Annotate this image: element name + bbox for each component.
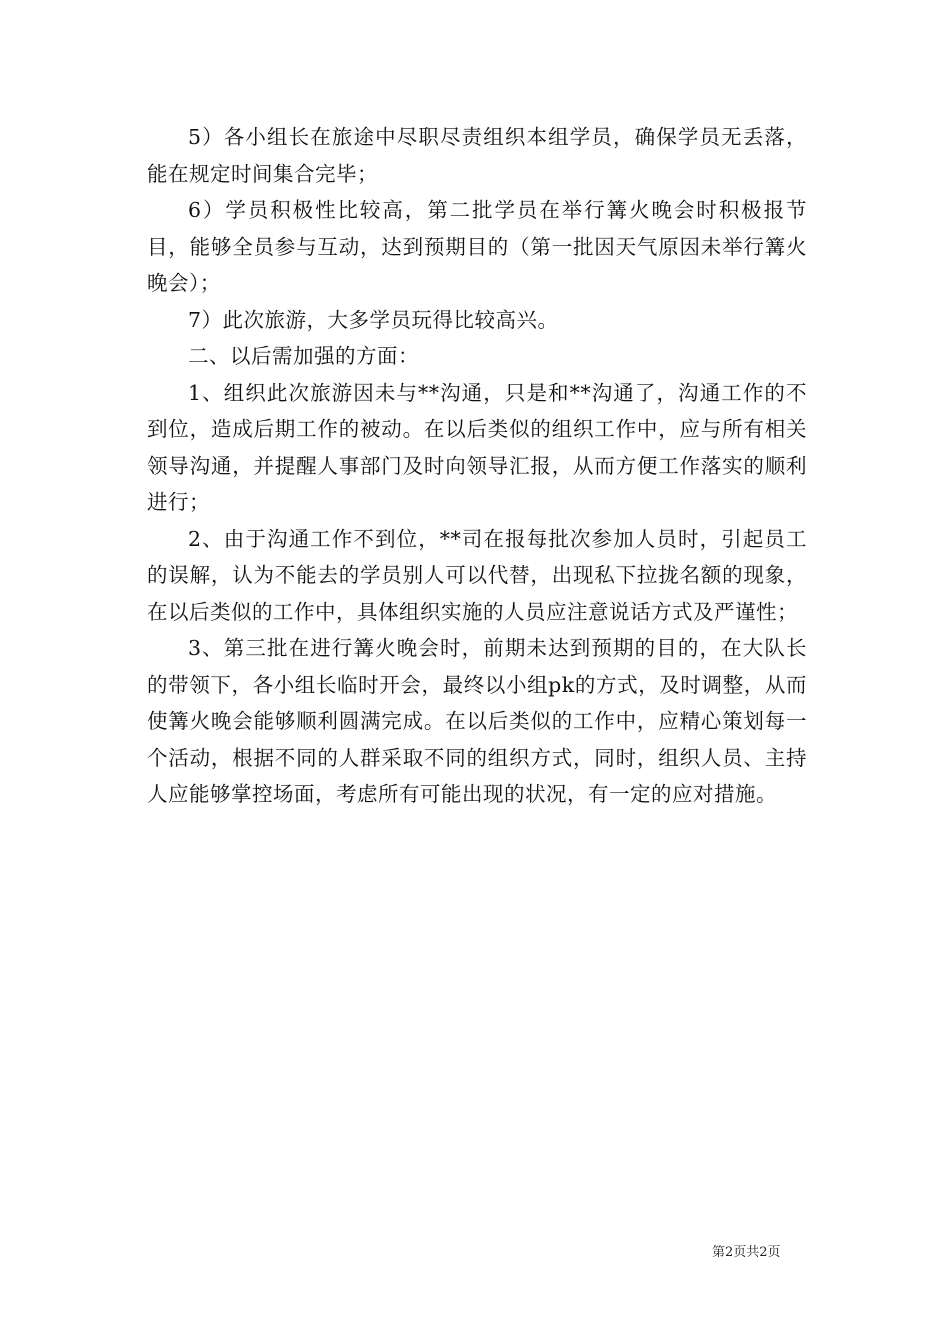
paragraph-point-3: 3、第三批在进行篝火晚会时，前期未达到预期的目的，在大队长的带领下，各小组长临时开会，最终以小组pk的方式，及时调整，从而使篝火晚会能够顺利圆满完成。在以后类似的工作中，应精心策划每一个活动，根据不同的人群采取不同的组织方式，同时，组织人员、主持人应能够掌控场面，考虑所有可能出现的状况，有一定的应对措施。 [147, 636, 807, 806]
section-heading: 二、以后需加强的方面： [188, 344, 419, 368]
document-body [147, 119, 807, 813]
paragraph-item-7: 7）此次旅游，大多学员玩得比较高兴。 [188, 307, 559, 332]
paragraph-point-2: 2、由于沟通工作不到位，**司在报每批次参加人员时，引起员工的误解，认为不能去的学员别人可以代替，出现私下拉拢名额的现象，在以后类似的工作中，具体组织实施的人员应注意说话方式及严谨性； [147, 526, 807, 624]
page-number-footer: 第2页共2页 [712, 1245, 781, 1260]
paragraph-item-6: 6）学员积极性比较高，第二批学员在举行篝火晚会时积极报节目，能够全员参与互动，达到预期目的（第一批因天气原因未举行篝火晚会）； [147, 198, 807, 295]
paragraph-point-1: 1、组织此次旅游因未与**沟通，只是和**沟通了，沟通工作的不到位，造成后期工作的被动。在以后类似的组织工作中，应与所有相关领导沟通，并提醒人事部门及时向领导汇报，从而方便工作落实的顺利进行； [147, 380, 807, 514]
paragraph-item-5: 5）各小组长在旅途中尽职尽责组织本组学员，确保学员无丢落，能在规定时间集合完毕； [147, 125, 807, 186]
